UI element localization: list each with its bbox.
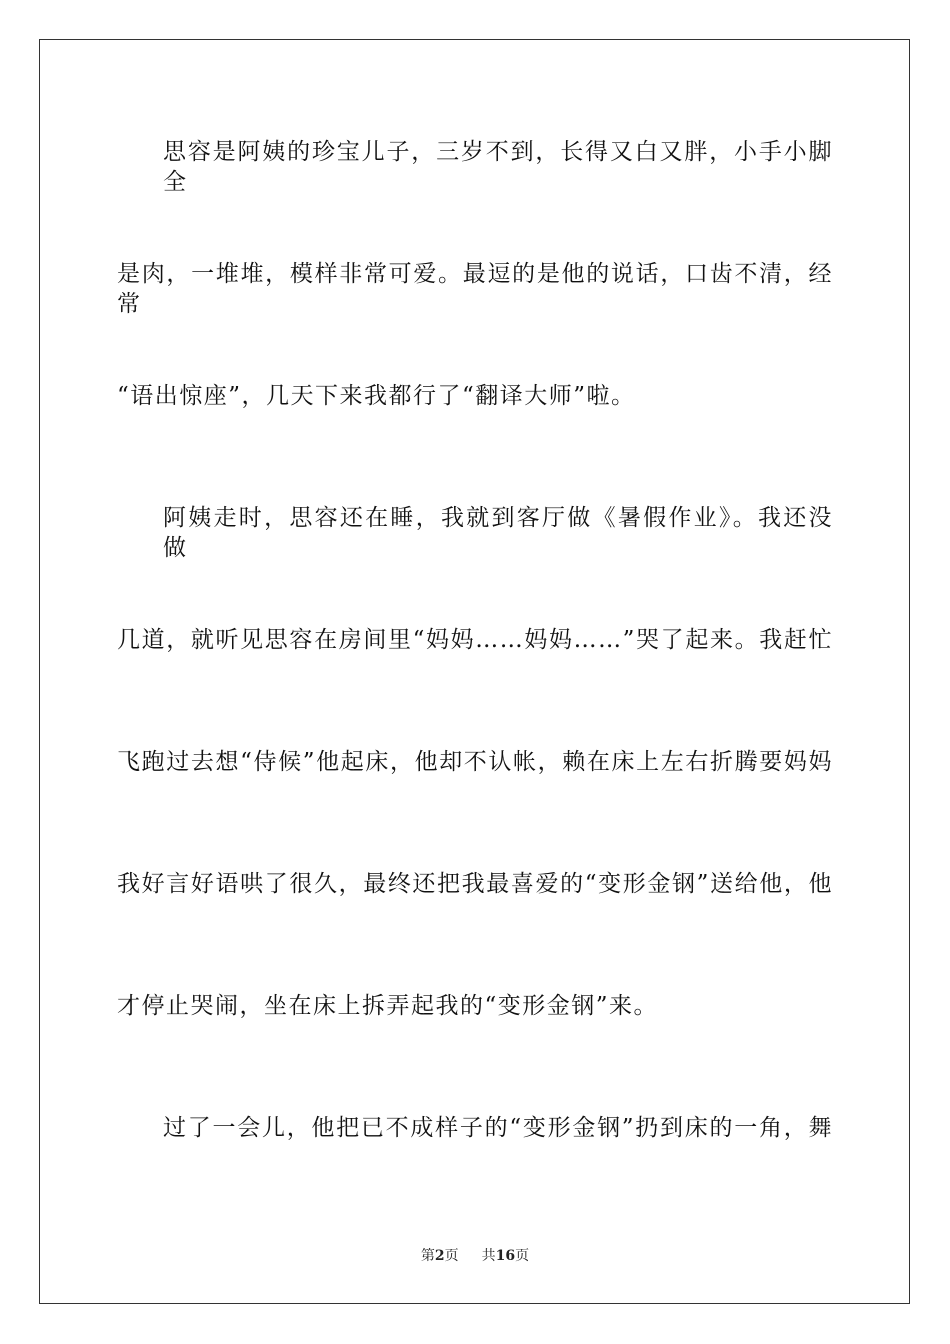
page-suffix: 页 (444, 1248, 459, 1264)
paragraph-2-line-1: 阿姨走时，思容还在睡，我就到客厅做《暑假作业》。我还没做 (163, 505, 833, 561)
page-footer (0, 1247, 950, 1265)
total-prefix: 共 (481, 1248, 496, 1264)
paragraph-2-line-3: 飞跑过去想“侍候”他起床，他却不认帐，赖在床上左右折腾要妈妈 (117, 749, 833, 775)
paragraph-1-line-3: “语出惊座”，几天下来我都行了“翻译大师”啦。 (117, 383, 636, 409)
paragraph-1-line-1: 思容是阿姨的珍宝儿子，三岁不到，长得又白又胖，小手小脚全 (163, 139, 833, 195)
paragraph-1-line-2: 是肉，一堆堆，模样非常可爱。最逗的是他的说话，口齿不清，经常 (117, 261, 833, 317)
paragraph-2-line-2: 几道，就听见思容在房间里“妈妈……妈妈……”哭了起来。我赶忙 (117, 627, 833, 653)
page-prefix: 第 (420, 1248, 435, 1264)
paragraph-2-line-4: 我好言好语哄了很久，最终还把我最喜爱的“变形金钢”送给他，他 (117, 871, 833, 897)
total-suffix: 页 (515, 1248, 530, 1264)
total-pages-indicator (482, 1247, 529, 1265)
total-number: 16 (495, 1248, 516, 1264)
paragraph-3-line-1: 过了一会儿，他把已不成样子的“变形金钢”扔到床的一角，舞 (163, 1115, 833, 1141)
page-number: 2 (434, 1248, 445, 1264)
page-indicator (421, 1247, 459, 1265)
paragraph-2-line-5: 才停止哭闹，坐在床上拆弄起我的“变形金钢”来。 (117, 993, 659, 1019)
